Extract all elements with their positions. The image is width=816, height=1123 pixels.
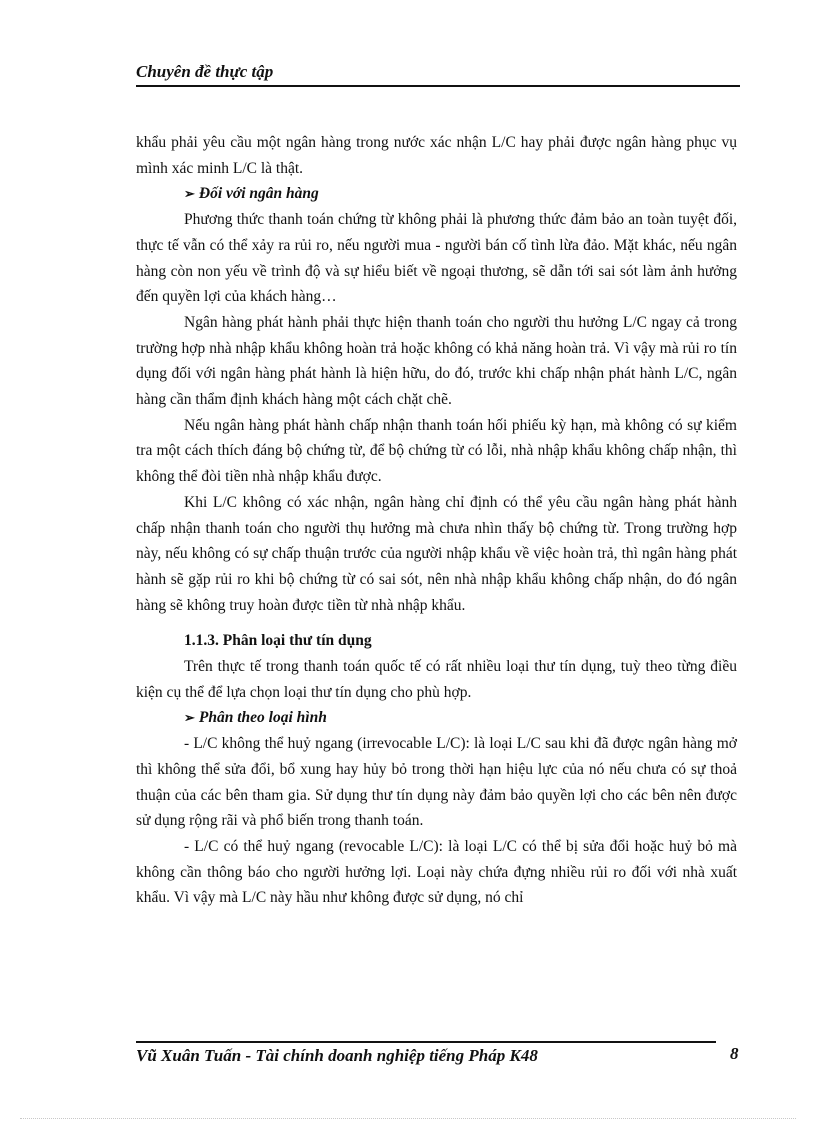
paragraph: Nếu ngân hàng phát hành chấp nhận thanh toán hối phiếu kỳ hạn, mà không có sự kiểm tra một cách thích đáng bộ chứng từ, để bộ chứng từ có lỗi, nhà nhập khẩu không chấp nhận, thì không thể đòi tiền nhà nhập khẩu được. — [136, 416, 737, 486]
paragraph: Trên thực tế trong thanh toán quốc tế có rất nhiều loại thư tín dụng, tuỳ theo từng điều kiện cụ thể để lựa chọn loại thư tín dụng cho phù hợp. — [136, 658, 737, 701]
footer-divider — [136, 1041, 716, 1043]
subheading-bank — [136, 181, 737, 207]
document-body — [136, 130, 737, 911]
paragraph: khẩu phải yêu cầu một ngân hàng trong nước xác nhận L/C hay phải được ngân hàng phục vụ mình xác minh L/C là thật. — [136, 134, 737, 177]
paragraph: Phương thức thanh toán chứng từ không phải là phương thức đảm bảo an toàn tuyệt đối, thực tế vẫn có thể xảy ra rủi ro, nếu người mua - người bán cố tình lừa đảo. Mặt khác, nếu ngân hàng còn non yếu về trình độ và sự hiểu biết về ngoại thương, sẽ dẫn tới sai sót làm ảnh hưởng đến quyền lợi của khách hàng… — [136, 211, 737, 306]
paragraph: Khi L/C không có xác nhận, ngân hàng chỉ định có thể yêu cầu ngân hàng phát hành chấp nhận thanh toán cho người thụ hưởng mà chưa nhìn thấy bộ chứng từ. Trong trường hợp này, nếu không có sự chấp thuận trước của người nhập khẩu về việc hoàn trả, thì ngân hàng phát hành sẽ gặp rủi ro khi bộ chứng từ có sai sót, nên nhà nhập khẩu không chấp nhận, do đó ngân hàng sẽ không truy hoàn được tiền từ nhà nhập khẩu. — [136, 493, 737, 614]
page-number: 8 — [730, 1044, 739, 1063]
paragraph: - L/C có thể huỷ ngang (revocable L/C): là loại L/C có thể bị sửa đổi hoặc huỷ bỏ mà không cần thông báo cho người hưởng lợi. Loại này chứa đựng nhiều rủi ro đối với nhà xuất khẩu. Vì vậy mà L/C này hầu như không được sử dụng, nó chỉ — [136, 837, 737, 907]
page-header-title: Chuyên đề thực tập — [136, 62, 274, 81]
footer-author: Vũ Xuân Tuấn - Tài chính doanh nghiệp tiếng Pháp K48 — [136, 1046, 538, 1065]
arrow-bullet-icon: ➢ — [184, 186, 195, 202]
section-heading: 1.1.3. Phân loại thư tín dụng — [184, 632, 372, 650]
subheading-type — [136, 705, 737, 731]
subheading-label: Đối với ngân hàng — [198, 185, 319, 203]
page-edge-divider — [20, 1118, 796, 1119]
subheading-label: Phân theo loại hình — [198, 709, 327, 727]
paragraph: Ngân hàng phát hành phải thực hiện thanh toán cho người thu hưởng L/C ngay cả trong trường hợp nhà nhập khẩu không hoàn trả hoặc không có khả năng hoàn trả. Vì vậy mà rủi ro tín dụng đối với ngân hàng phát hành là hiện hữu, do đó, trước khi chấp nhận phát hành L/C, ngân hàng cần thẩm định khách hàng một cách chặt chẽ. — [136, 313, 737, 409]
paragraph: - L/C không thể huỷ ngang (irrevocable L/C): là loại L/C sau khi đã được ngân hàng mở thì không thể sửa đổi, bổ xung hay hủy bỏ trong thời hạn hiệu lực của nó nếu chưa có sự thoả thuận của các bên tham gia. Sử dụng thư tín dụng này đảm bảo quyền lợi cho các bên nên được sử dụng rộng rãi và phổ biến trong thanh toán. — [136, 735, 737, 830]
arrow-bullet-icon: ➢ — [184, 710, 195, 726]
header-divider — [136, 85, 740, 87]
